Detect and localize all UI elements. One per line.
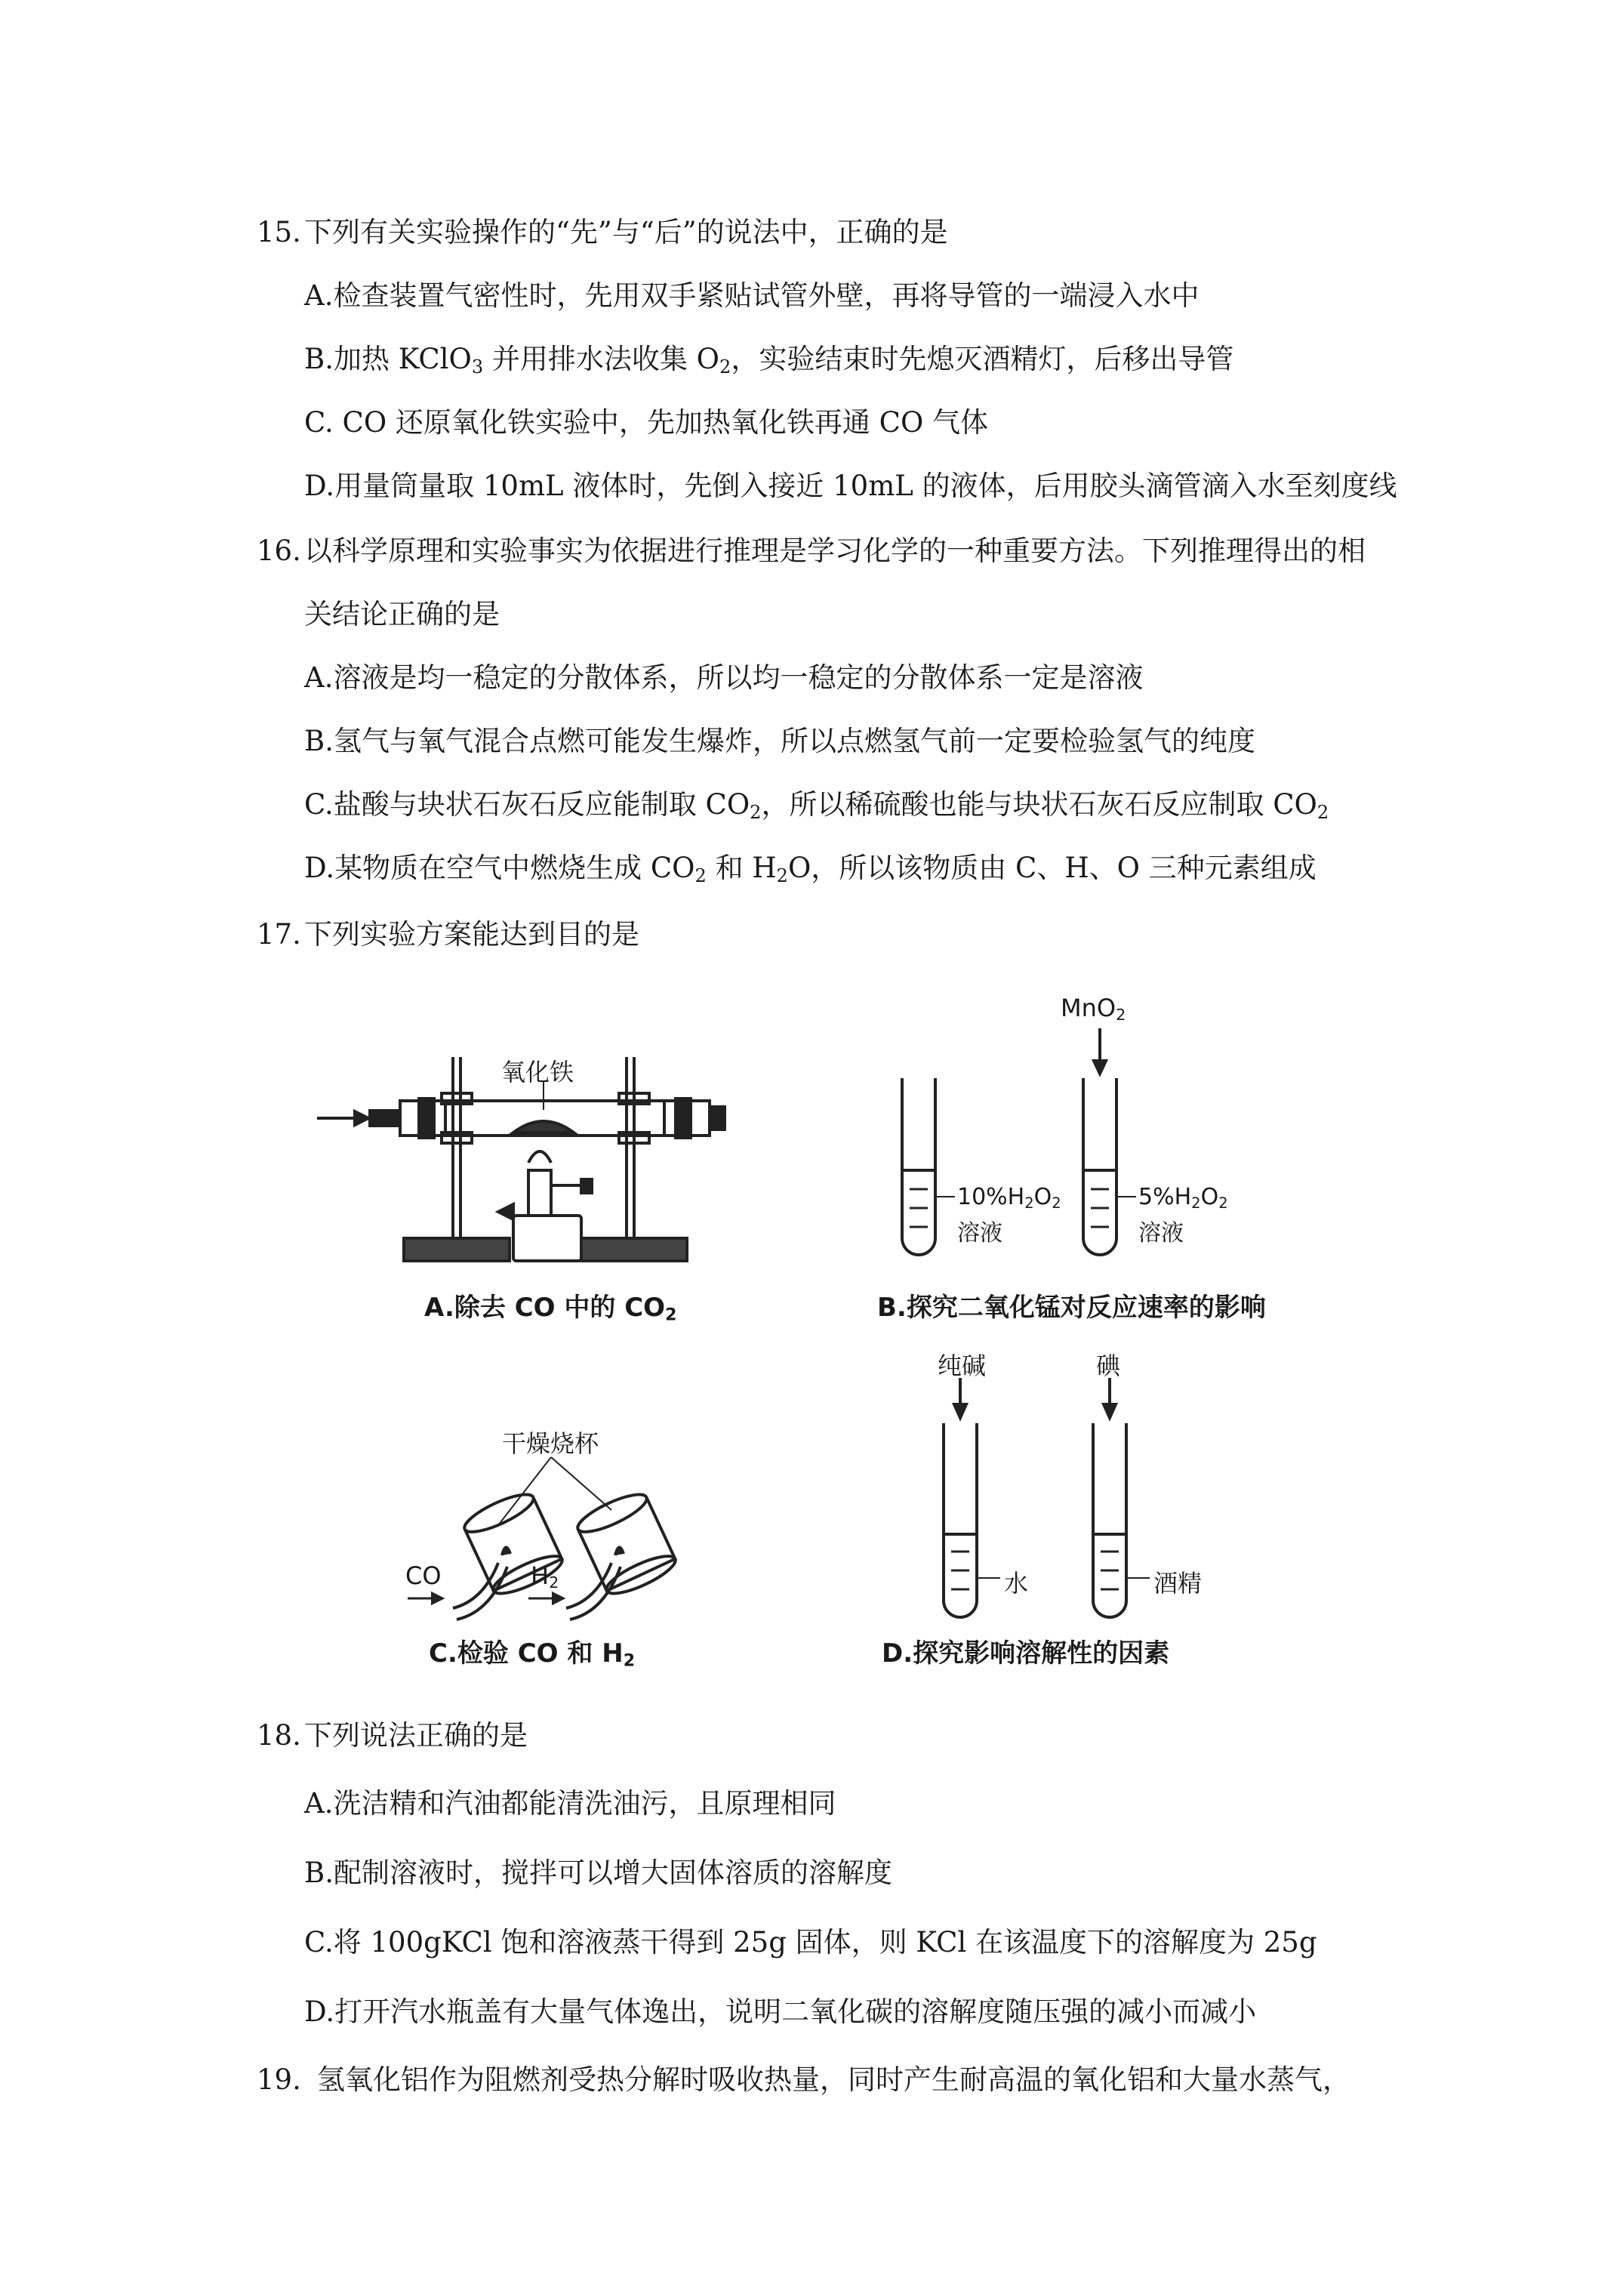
figure-b-test-tubes [902, 1028, 1136, 1255]
figure-d-test-tubes [944, 1378, 1150, 1617]
question-stem: 下列说法正确的是 [304, 1719, 528, 1752]
question-number: 16. [257, 535, 301, 567]
figure-c-gas-co: CO [405, 1561, 442, 1590]
question-number: 18. [257, 1719, 301, 1752]
option-b: B.配制溶液时，搅拌可以增大固体溶质的溶解度 [304, 1857, 892, 1889]
question-number: 15. [257, 216, 301, 248]
question-stem-continued: 关结论正确的是 [304, 598, 500, 630]
option-d: D.用量筒量取 10mL 液体时，先倒入接近 10mL 的液体，后用胶头滴管滴入水至刻度线 [304, 470, 1397, 502]
figure-c-gas-h2: $H_2$ [531, 1561, 559, 1592]
option-b: B.加热 KClO$_3$ 并用排水法收集 $O_2$，实验结束时先熄灭酒精灯，后移出导管 [304, 343, 1234, 378]
question-stem: 下列有关实验操作的“先”与“后”的说法中，正确的是 [304, 216, 948, 248]
figure-b-right-solution-word: 溶液 [1138, 1220, 1184, 1247]
question-number: 19. [257, 2063, 301, 2096]
figure-d-left-liquid: 水 [1004, 1569, 1029, 1598]
figure-c-beakers [408, 1457, 679, 1620]
figure-d-top-left-label: 纯碱 [938, 1351, 987, 1380]
figure-d-right-liquid: 酒精 [1153, 1569, 1203, 1598]
option-c: C. CO 还原氧化铁实验中，先加热氧化铁再通 CO 气体 [304, 406, 989, 439]
question-stem: 氢氧化铝作为阻燃剂受热分解时吸收热量，同时产生耐高温的氧化铝和大量水蒸气， [317, 2063, 1350, 2096]
figure-a-top-label: 氧化铁 [501, 1058, 574, 1086]
option-c: C.将 100gKCl 饱和溶液蒸干得到 25g 固体，则 KCl 在该温度下的溶解度为 25g [304, 1926, 1317, 1959]
figure-a-caption: A.除去 CO 中的 $CO_2$ [424, 1293, 677, 1325]
figure-b-left-solution: $10\%H_2O_2$ [957, 1184, 1061, 1212]
figure-b-right-solution: $5\%H_2O_2$ [1138, 1184, 1228, 1212]
option-b: B.氢气与氧气混合点燃可能发生爆炸，所以点燃氢气前一定要检验氢气的纯度 [304, 725, 1255, 757]
figure-c-caption: C.检验 CO 和 $H_2$ [429, 1638, 636, 1671]
figure-b-caption: B.探究二氧化锰对反应速率的影响 [877, 1293, 1266, 1323]
question-stem: 下列实验方案能达到目的是 [304, 918, 639, 951]
option-a: A.检查装置气密性时，先用双手紧贴试管外壁，再将导管的一端浸入水中 [304, 279, 1200, 312]
question-number: 17. [257, 918, 301, 951]
figure-b-left-solution-word: 溶液 [957, 1220, 1002, 1247]
figure-b-mno2-label: MnO$_2$ [1061, 994, 1126, 1025]
option-a: A.溶液是均一稳定的分散体系，所以均一稳定的分散体系一定是溶液 [304, 661, 1144, 694]
figure-d-caption: D.探究影响溶解性的因素 [882, 1638, 1170, 1669]
figure-d-top-right-label: 碘 [1096, 1351, 1121, 1380]
question-stem: 以科学原理和实验事实为依据进行推理是学习化学的一种重要方法。下列推理得出的相 [304, 535, 1366, 567]
option-d: D.某物质在空气中燃烧生成 $CO_2$ 和 $H_2O$，所以该物质由 C、H、O 三种元素组成 [304, 852, 1317, 886]
figure-c-top-label: 干燥烧杯 [502, 1429, 599, 1458]
option-a: A.洗洁精和汽油都能清洗油污，且原理相同 [304, 1787, 836, 1820]
option-c: C.盐酸与块状石灰石反应能制取 $CO_2$，所以稀硫酸也能与块状石灰石反应制取 $CO_2$ [304, 788, 1329, 823]
option-d: D.打开汽水瓶盖有大量气体逸出，说明二氧化碳的溶解度随压强的减小而减小 [304, 1996, 1257, 2028]
